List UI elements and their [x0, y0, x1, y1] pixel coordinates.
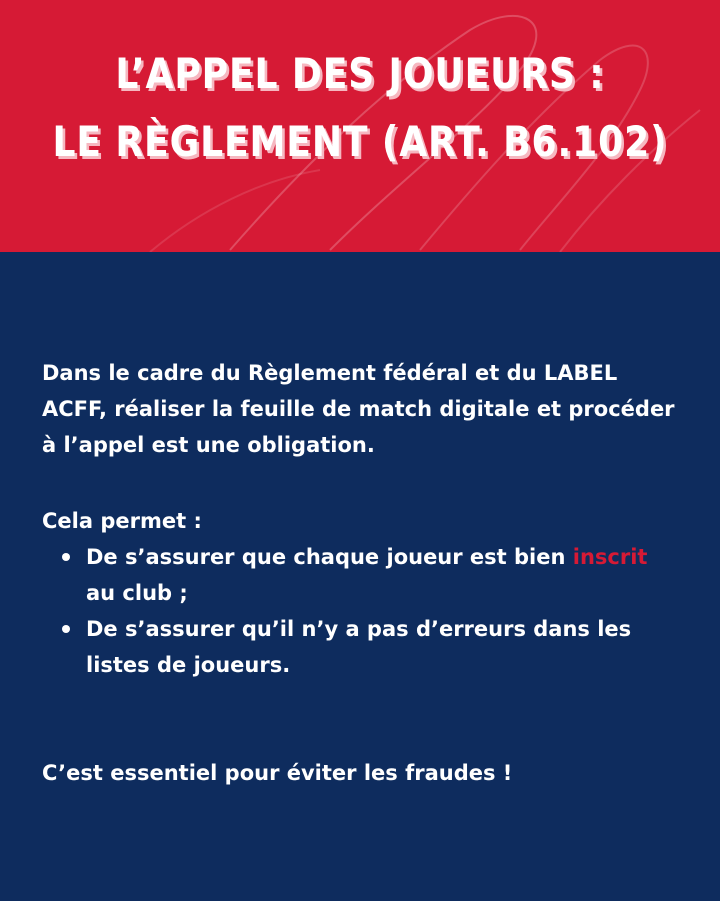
bullet-text-end: au club ;: [86, 581, 188, 605]
title-line-2: LE RÈGLEMENT (ART. B6.102): [52, 117, 668, 166]
bullet-icon: [62, 553, 70, 561]
conclusion-text: C’est essentiel pour éviter les fraudes !: [42, 761, 513, 785]
bullet-list: [42, 539, 682, 683]
page-title: [50, 40, 669, 176]
list-heading: Cela permet :: [42, 509, 202, 533]
content-panel: [0, 252, 720, 901]
header-banner: [0, 0, 720, 252]
content-text: [42, 355, 682, 791]
bullet-icon: [62, 625, 70, 633]
intro-paragraph: Dans le cadre du Règlement fédéral et du LABEL ACFF, réaliser la feuille de match digitale et procéder à l’appel est une obligation.: [42, 361, 675, 457]
list-item: [86, 539, 682, 611]
bullet-text: De s’assurer qu’il n’y a pas d’erreurs dans les listes de joueurs.: [86, 617, 632, 677]
list-item: [86, 611, 682, 683]
title-line-1: L’APPEL DES JOUEURS :: [115, 49, 605, 98]
highlight-word: inscrit: [572, 545, 648, 569]
bullet-text-start: De s’assurer que chaque joueur est bien: [86, 545, 573, 569]
